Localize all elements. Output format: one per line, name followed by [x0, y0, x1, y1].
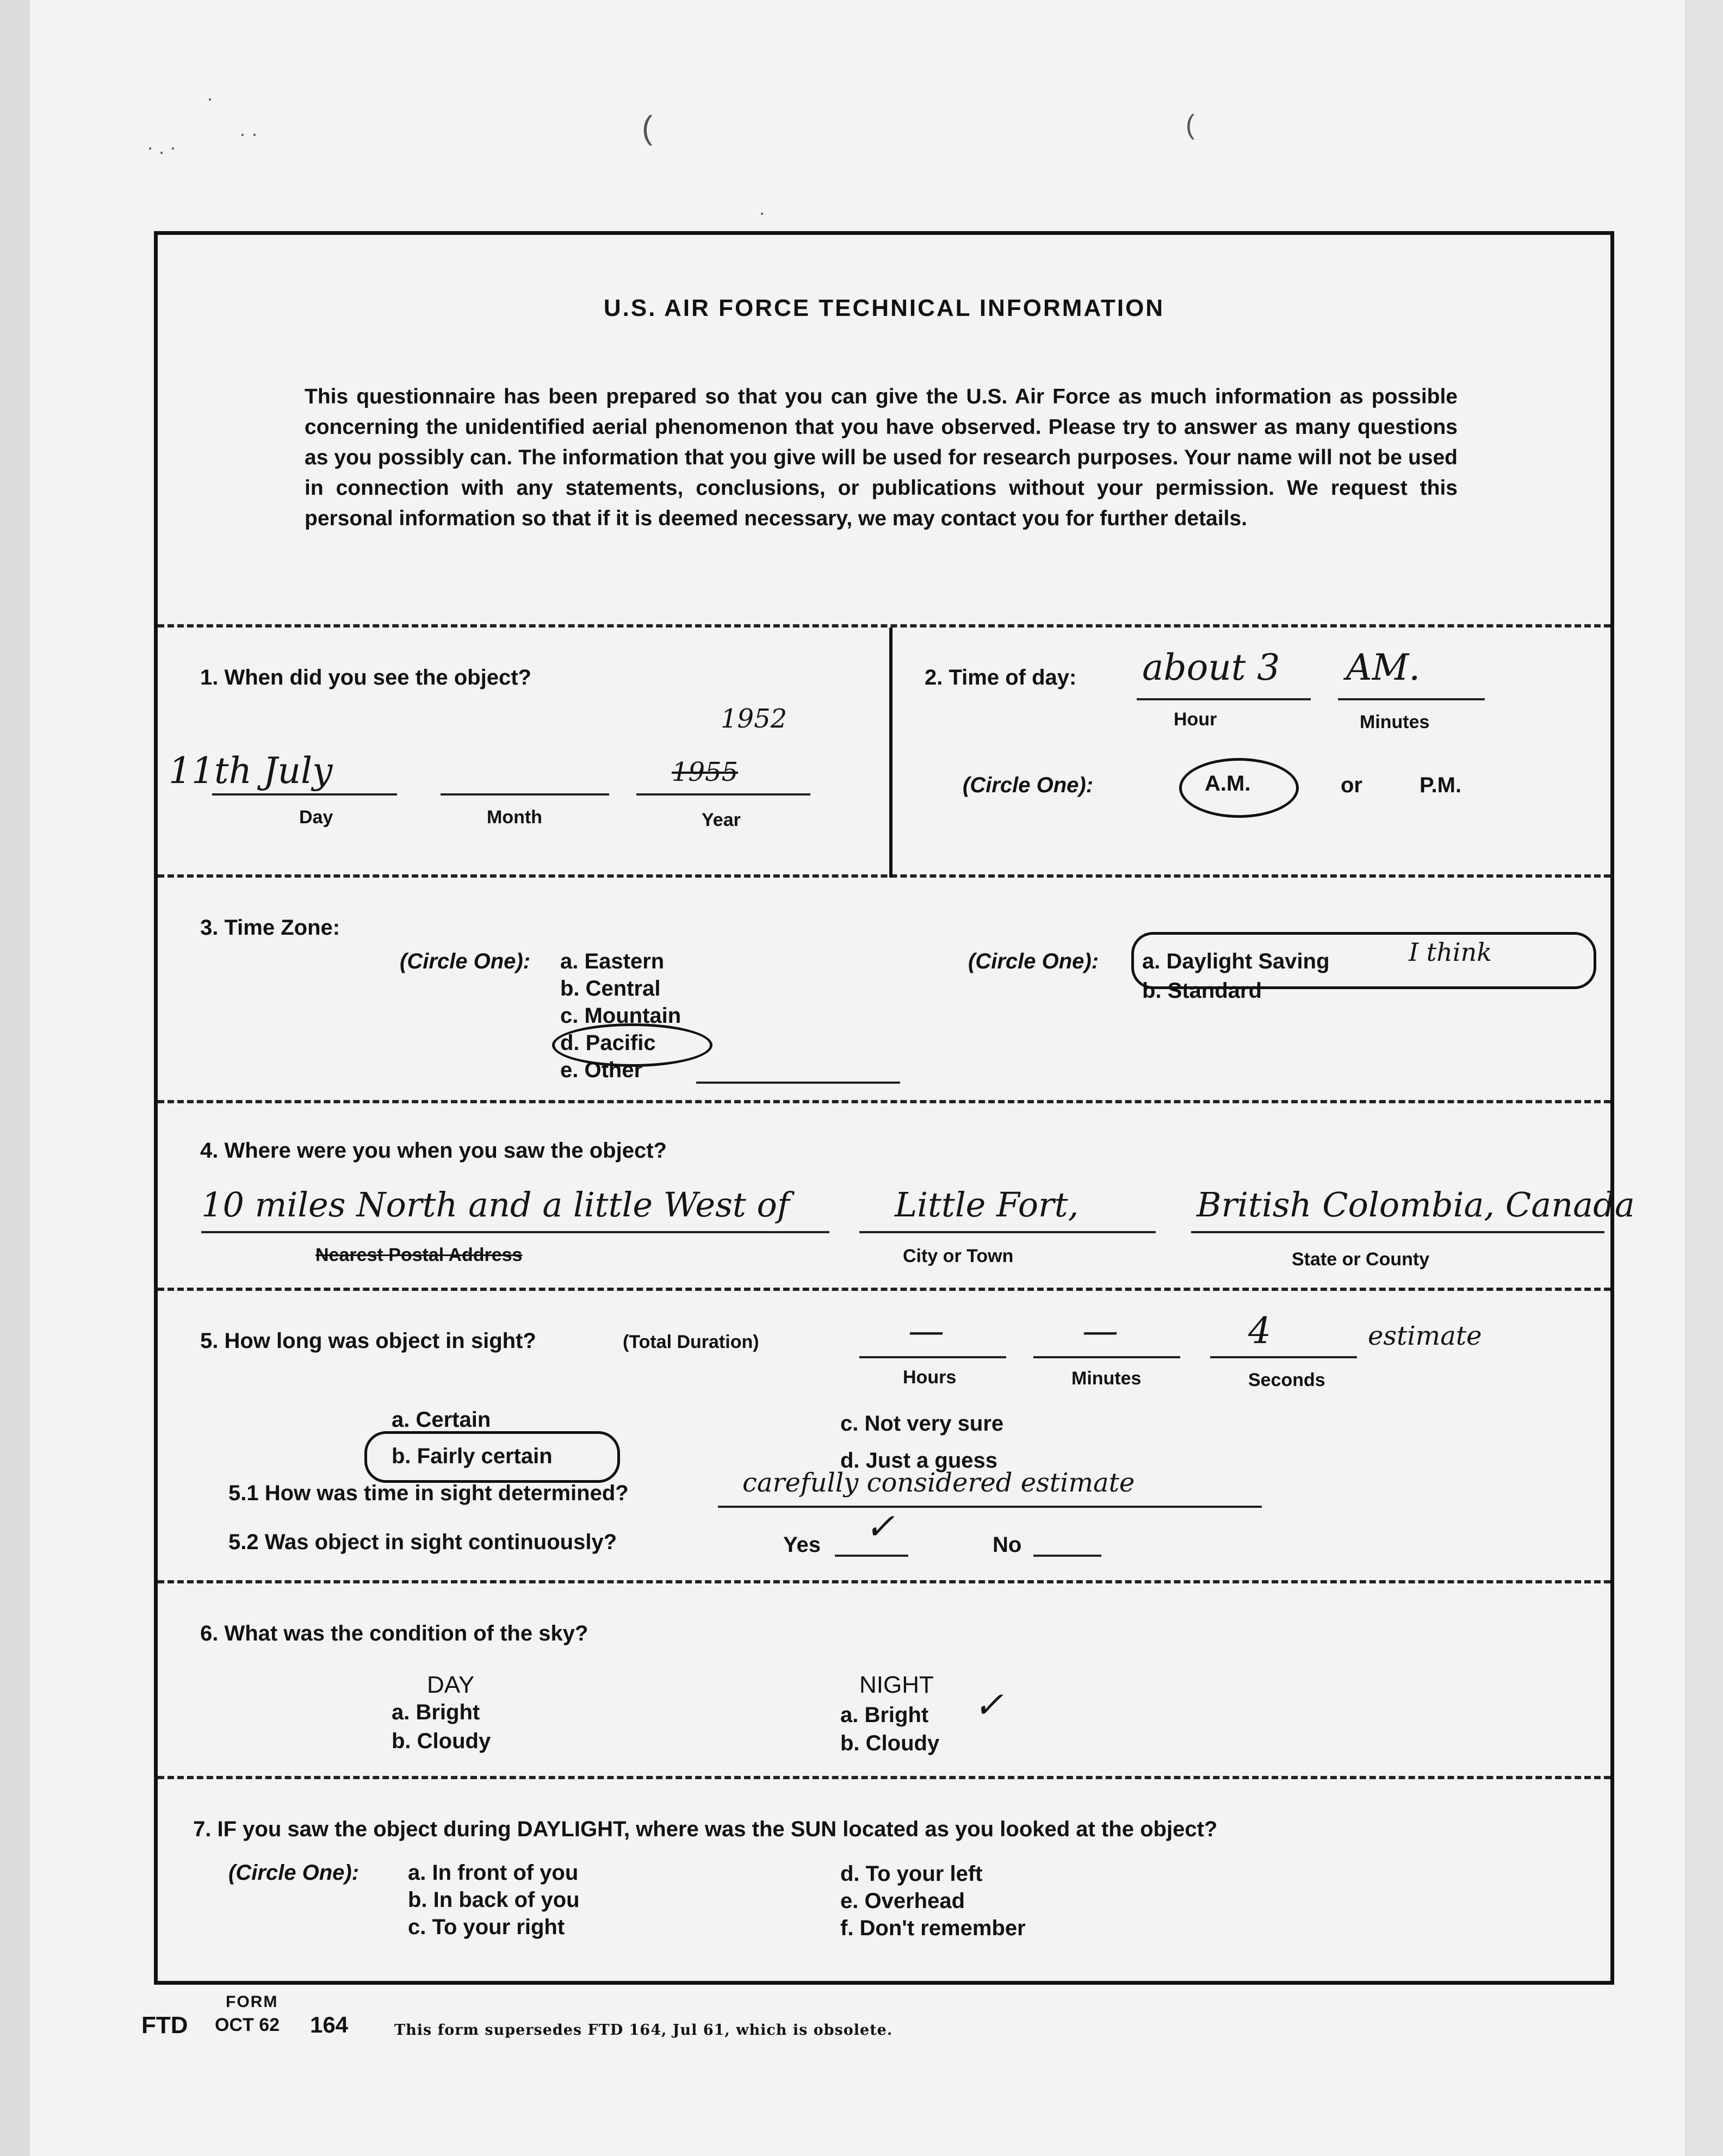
q4-state-label: State or County	[1292, 1249, 1430, 1270]
scan-speck: (	[642, 109, 653, 146]
q2-minutes-label: Minutes	[1360, 712, 1430, 732]
q6-day-bright[interactable]: a. Bright	[392, 1700, 480, 1724]
q5-certain[interactable]: a. Certain	[392, 1408, 491, 1432]
q7-in-front[interactable]: a. In front of you	[408, 1861, 579, 1885]
q1-year-struck: 1955	[672, 757, 739, 787]
q5-estimate-note: estimate	[1368, 1321, 1482, 1351]
q6-day-cloudy[interactable]: b. Cloudy	[392, 1729, 491, 1753]
q5-seconds-label: Seconds	[1248, 1370, 1325, 1390]
q6-night-cloudy[interactable]: b. Cloudy	[840, 1731, 940, 1755]
intro-paragraph: This questionnaire has been prepared so that you can give the U.S. Air Force as much information as possible concerning the unidentified aerial phenomenon that you have observed. Please try to answer as many questions as you possibly can. The information that you give will be used for research purposes. Your name will not be used in connection with any statements, conclusions, or publications without your permission. We request this personal information so that if it is deemed necessary, we may contact you for further details.	[305, 385, 1458, 530]
q1-year-line	[636, 793, 810, 796]
q5-minutes-label: Minutes	[1071, 1368, 1142, 1389]
q6-day-heading: DAY	[427, 1672, 475, 1698]
q5-seconds-line	[1210, 1356, 1357, 1358]
q2-circle-prompt: (Circle One):	[963, 773, 1094, 797]
q5-question: 5. How long was object in sight?	[200, 1329, 536, 1353]
q52-no-line	[1033, 1555, 1101, 1557]
scan-speck: · . ·	[147, 136, 176, 158]
q2-hour-line	[1137, 698, 1311, 700]
q7-in-back[interactable]: b. In back of you	[408, 1888, 580, 1912]
q1-question: 1. When did you see the object?	[200, 666, 531, 689]
q51-line	[718, 1506, 1262, 1508]
section-q1-q2	[158, 627, 1610, 878]
footer-ftd: FTD	[141, 2012, 188, 2039]
q4-city-value[interactable]: Little Fort,	[895, 1185, 1079, 1225]
q2-hour-value[interactable]: about 3	[1142, 647, 1280, 688]
q7-overhead[interactable]: e. Overhead	[840, 1889, 965, 1913]
q4-city-line	[859, 1231, 1156, 1233]
q52-yes-line	[835, 1555, 908, 1557]
q2-hour-label: Hour	[1174, 709, 1217, 730]
scan-speck: (	[1186, 109, 1195, 140]
q5-fairly-certain[interactable]: b. Fairly certain	[392, 1444, 553, 1468]
footer-form-word: FORM	[226, 1993, 278, 2011]
q5-hours-line	[859, 1356, 1006, 1358]
q3-option-standard[interactable]: b. Standard	[1142, 979, 1262, 1003]
q1-year-value[interactable]: 1952	[721, 704, 788, 734]
section-q3	[158, 878, 1610, 1103]
q5-minutes-line	[1033, 1356, 1180, 1358]
q3-option-daylight[interactable]: a. Daylight Saving	[1142, 949, 1330, 973]
q3-option-pacific[interactable]: d. Pacific	[560, 1031, 656, 1055]
q3-other-line	[696, 1082, 900, 1084]
q2-minutes-value[interactable]: AM.	[1346, 647, 1421, 688]
q2-question: 2. Time of day:	[925, 666, 1077, 689]
q6-night-check: ✓	[974, 1684, 1004, 1726]
q6-night-bright[interactable]: a. Bright	[840, 1703, 929, 1727]
section-q5	[158, 1291, 1610, 1583]
q3-option-eastern[interactable]: a. Eastern	[560, 949, 665, 973]
q3-question: 3. Time Zone:	[200, 916, 340, 940]
q51-question: 5.1 How was time in sight determined?	[228, 1481, 629, 1505]
q2-pm-option[interactable]: P.M.	[1420, 773, 1462, 797]
q6-night-heading: NIGHT	[859, 1672, 934, 1698]
q1-year-label: Year	[702, 810, 741, 830]
scan-left-edge	[0, 0, 30, 2156]
q3-circle-prompt-left: (Circle One):	[400, 949, 531, 973]
q5-minutes-value[interactable]: —	[1082, 1310, 1118, 1352]
section-q7	[158, 1779, 1610, 1989]
q5-total-duration: (Total Duration)	[623, 1332, 759, 1352]
section-q6	[158, 1583, 1610, 1779]
q4-address-value[interactable]: 10 miles North and a little West of	[201, 1185, 790, 1225]
q6-question: 6. What was the condition of the sky?	[200, 1621, 588, 1645]
q5-seconds-value[interactable]: 4	[1248, 1310, 1271, 1352]
scan-right-edge	[1685, 0, 1723, 2156]
q4-state-value[interactable]: British Colombia, Canada	[1197, 1185, 1635, 1225]
q3-circle-prompt-right: (Circle One):	[968, 949, 1099, 973]
q1-day-label: Day	[299, 807, 333, 828]
q3-dst-note: I think	[1409, 937, 1492, 967]
q52-question: 5.2 Was object in sight continuously?	[228, 1530, 617, 1554]
q4-question: 4. Where were you when you saw the object?	[200, 1139, 667, 1163]
q4-state-line	[1191, 1231, 1604, 1233]
q52-no-label: No	[993, 1533, 1022, 1557]
q7-dont-remember[interactable]: f. Don't remember	[840, 1916, 1026, 1940]
q5-just-a-guess[interactable]: d. Just a guess	[840, 1449, 997, 1472]
q2-or-text: or	[1341, 773, 1362, 797]
q7-to-right[interactable]: c. To your right	[408, 1915, 565, 1939]
q5-hours-label: Hours	[903, 1367, 957, 1388]
scan-speck: · ·	[239, 122, 258, 145]
footer-number: 164	[310, 2012, 349, 2037]
q1-day-line	[212, 793, 397, 796]
q4-city-label: City or Town	[903, 1246, 1014, 1266]
q3-option-mountain[interactable]: c. Mountain	[560, 1004, 681, 1028]
section-q4	[158, 1103, 1635, 1291]
footer-date: OCT 62	[215, 2015, 280, 2035]
q51-value[interactable]: carefully considered estimate	[742, 1468, 1135, 1498]
q52-yes-check[interactable]: ✓	[865, 1506, 895, 1548]
q7-circle-prompt: (Circle One):	[228, 1861, 360, 1885]
questionnaire-form	[154, 231, 1635, 1985]
q2-minutes-line	[1338, 698, 1485, 700]
q5-not-very-sure[interactable]: c. Not very sure	[840, 1412, 1004, 1436]
q1-day-value[interactable]: 11th July	[169, 750, 333, 792]
q52-yes-label: Yes	[783, 1533, 821, 1557]
q3-option-other[interactable]: e. Other	[560, 1058, 643, 1082]
q3-option-central[interactable]: b. Central	[560, 977, 661, 1001]
q5-hours-value[interactable]: —	[908, 1310, 944, 1352]
q1-month-label: Month	[487, 807, 542, 828]
scan-speck: ·	[759, 201, 765, 223]
q1-month-line	[441, 793, 609, 796]
q7-to-left[interactable]: d. To your left	[840, 1862, 983, 1886]
scan-speck: ·	[207, 87, 213, 109]
section-divider	[889, 627, 893, 878]
form-header	[158, 235, 1610, 627]
q2-am-option[interactable]: A.M.	[1205, 772, 1251, 796]
q4-address-label: Nearest Postal Address	[315, 1245, 523, 1265]
form-title: U.S. AIR FORCE TECHNICAL INFORMATION	[603, 295, 1165, 321]
q4-address-line	[201, 1231, 829, 1233]
footer-supersedes: This form supersedes FTD 164, Jul 61, which is obsolete.	[394, 2022, 893, 2039]
q7-question: 7. IF you saw the object during DAYLIGHT, where was the SUN located as you looked at the object?	[193, 1817, 1218, 1841]
